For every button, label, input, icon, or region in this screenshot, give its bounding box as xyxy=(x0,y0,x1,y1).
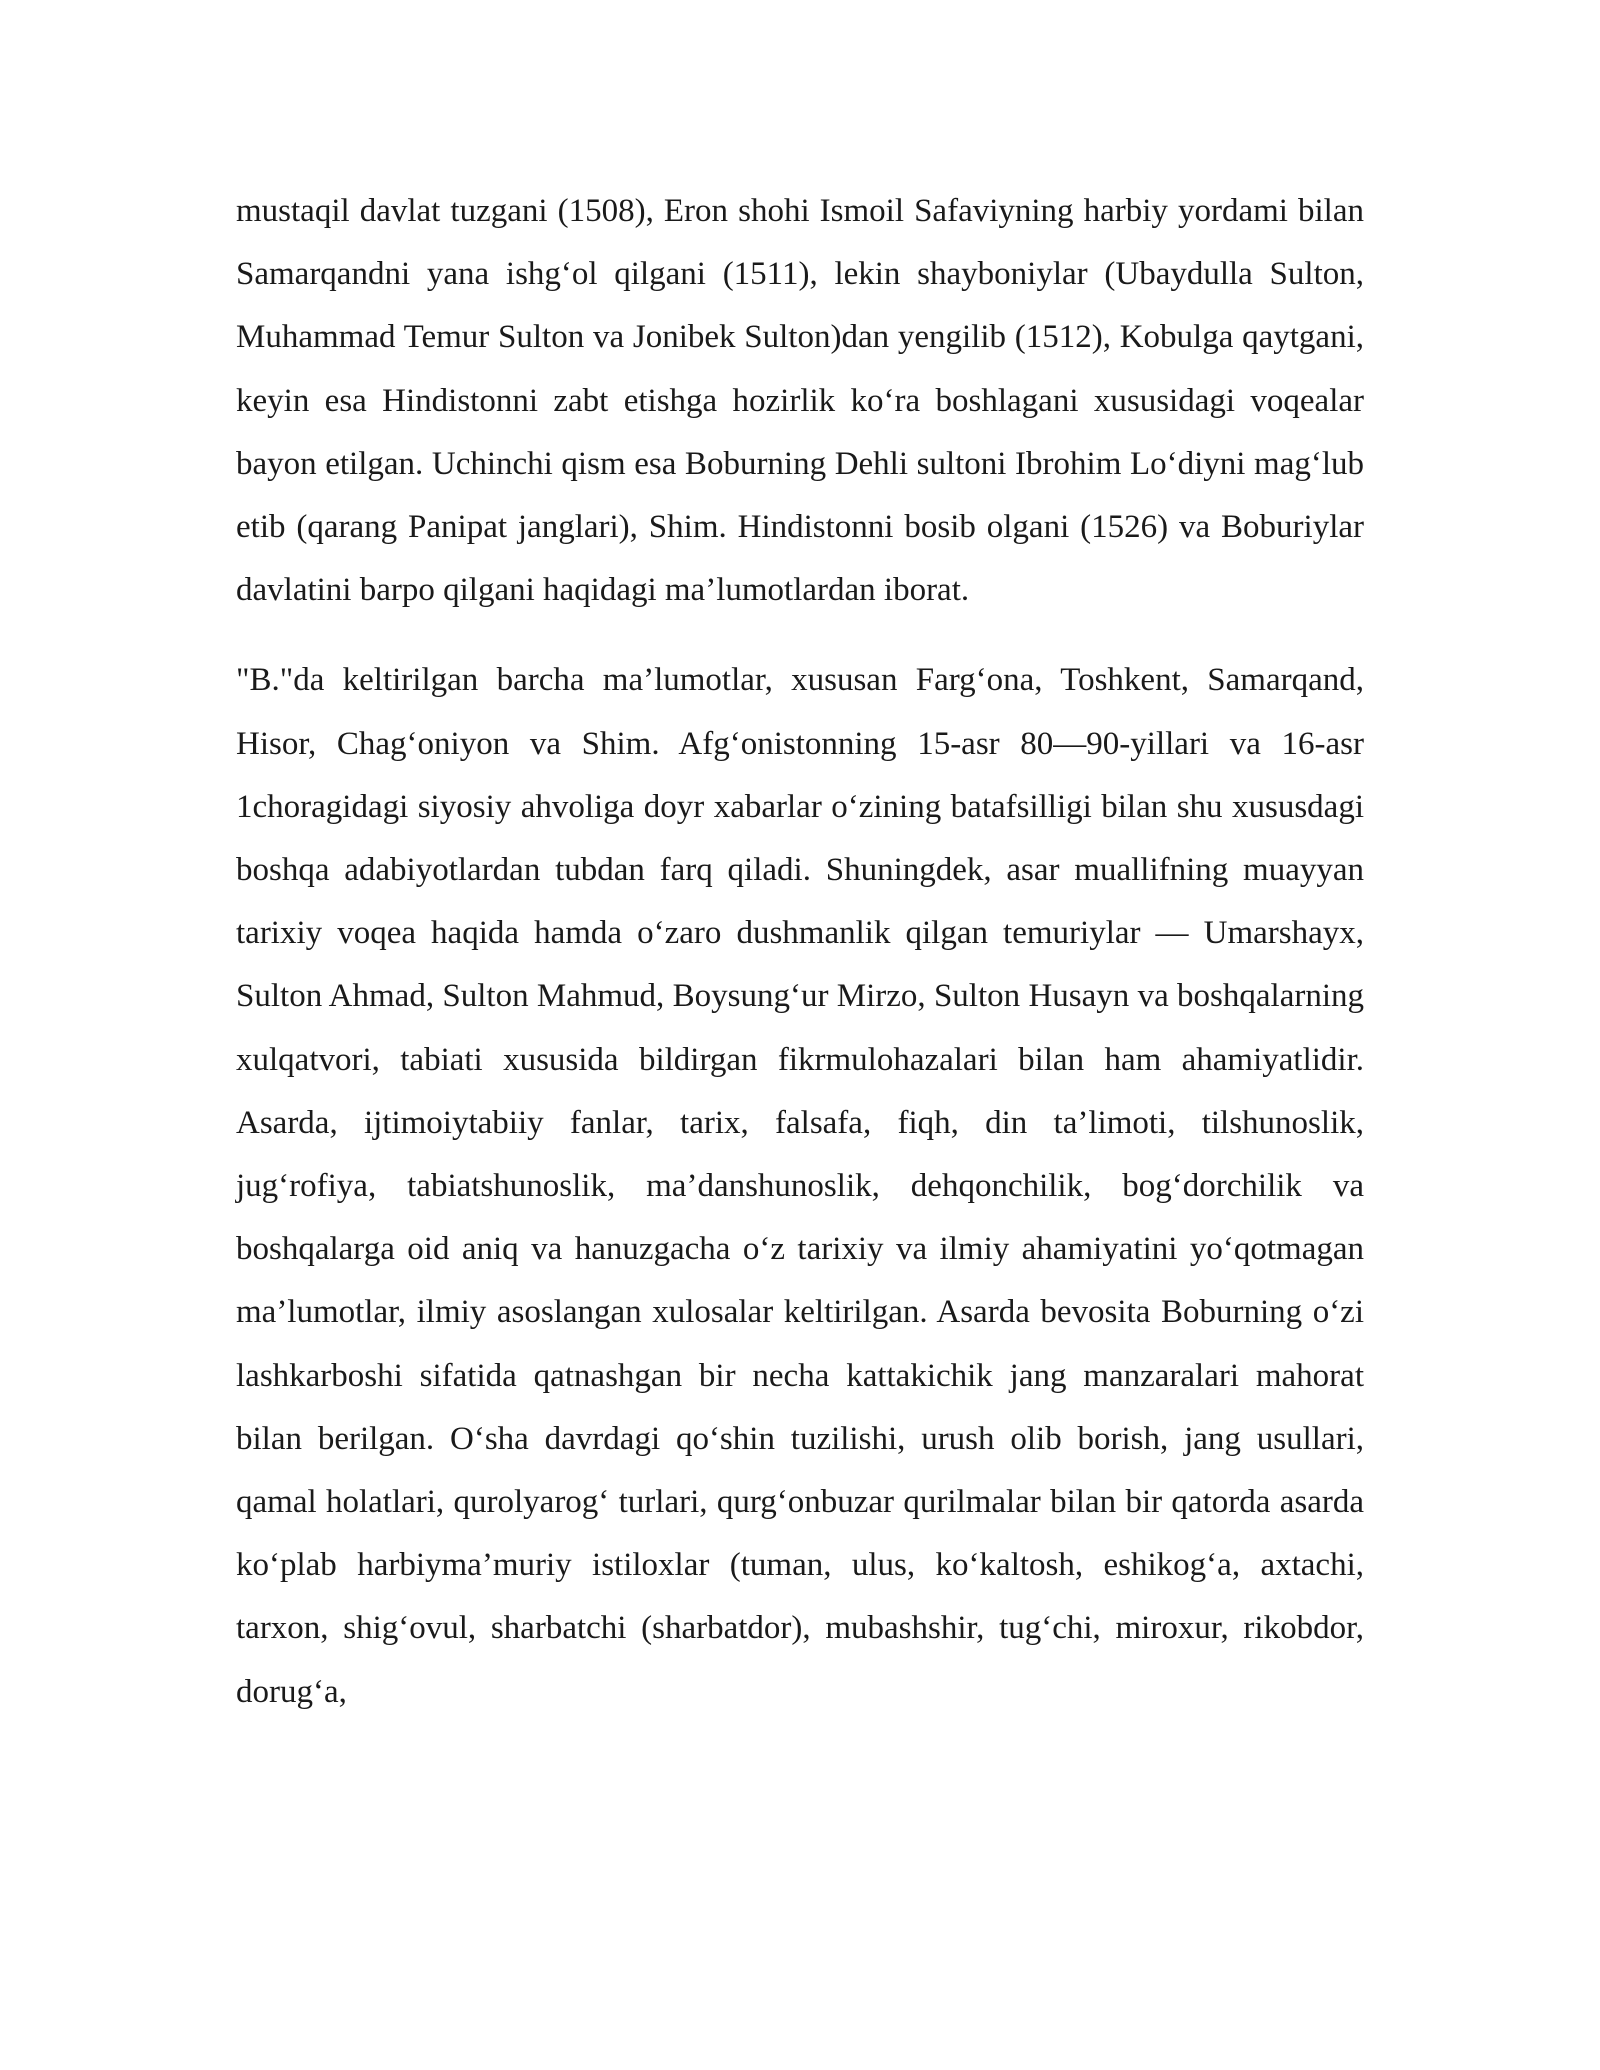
body-text xyxy=(236,180,1364,1724)
paragraph-1: mustaqil davlat tuzgani (1508), Eron shohi Ismoil Safaviyning harbiy yordami bilan Samarqandni yana ishg‘ol qilgani (1511), lekin shayboniylar (Ubaydulla Sulton, Muhammad Temur Sulton va Jonibek Sulton)dan yengilib (1512), Kobulga qaytgani, keyin esa Hindistonni zabt etishga hozirlik ko‘ra boshlagani xususidagi voqealar bayon etilgan. Uchinchi qism esa Boburning Dehli sultoni Ibrohim Lo‘diyni mag‘lub etib (qarang Panipat janglari), Shim. Hindistonni bosib olgani (1526) va Boburiylar davlatini barpo qilgani haqidagi ma’lumotlardan iborat. xyxy=(236,193,1364,609)
paragraph-2: "B."da keltirilgan barcha ma’lumotlar, xususan Farg‘ona, Toshkent, Samarqand, Hisor, Chag‘oniyon va Shim. Afg‘onistonning 15-asr 80—90-yillari va 16-asr 1choragidagi siyosiy ahvoliga doyr xabarlar o‘zining batafsilligi bilan shu xususdagi boshqa adabiyotlardan tubdan farq qiladi. Shuningdek, asar muallifning muayyan tarixiy voqea haqida hamda o‘zaro dushmanlik qilgan temuriylar — Umarshayx, Sulton Ahmad, Sulton Mahmud, Boysung‘ur Mirzo, Sulton Husayn va boshqalarning xulqatvori, tabiati xususida bildirgan fikrmulohazalari bilan ham ahamiyatlidir. Asarda, ijtimoiytabiiy fanlar, tarix, falsafa, fiqh, din ta’limoti, tilshunoslik, jug‘rofiya, tabiatshunoslik, ma’danshunoslik, dehqonchilik, bog‘dorchilik va boshqalarga oid aniq va hanuzgacha o‘z tarixiy va ilmiy ahamiyatini yo‘qotmagan ma’lumotlar, ilmiy asoslangan xulosalar keltirilgan. Asarda bevosita Boburning o‘zi lashkarboshi sifatida qatnashgan bir necha kattakichik jang manzaralari mahorat bilan berilgan. O‘sha davrdagi qo‘shin tuzilishi, urush olib borish, jang usullari, qamal holatlari, qurolyarog‘ turlari, qurg‘onbuzar qurilmalar bilan bir qatorda asarda ko‘plab harbiyma’muriy istiloxlar (tuman, ulus, ko‘kaltosh, eshikog‘a, axtachi, tarxon, shig‘ovul, sharbatchi (sharbatdor), mubashshir, tug‘chi, miroxur, rikobdor, dorug‘a, xyxy=(236,662,1364,1710)
